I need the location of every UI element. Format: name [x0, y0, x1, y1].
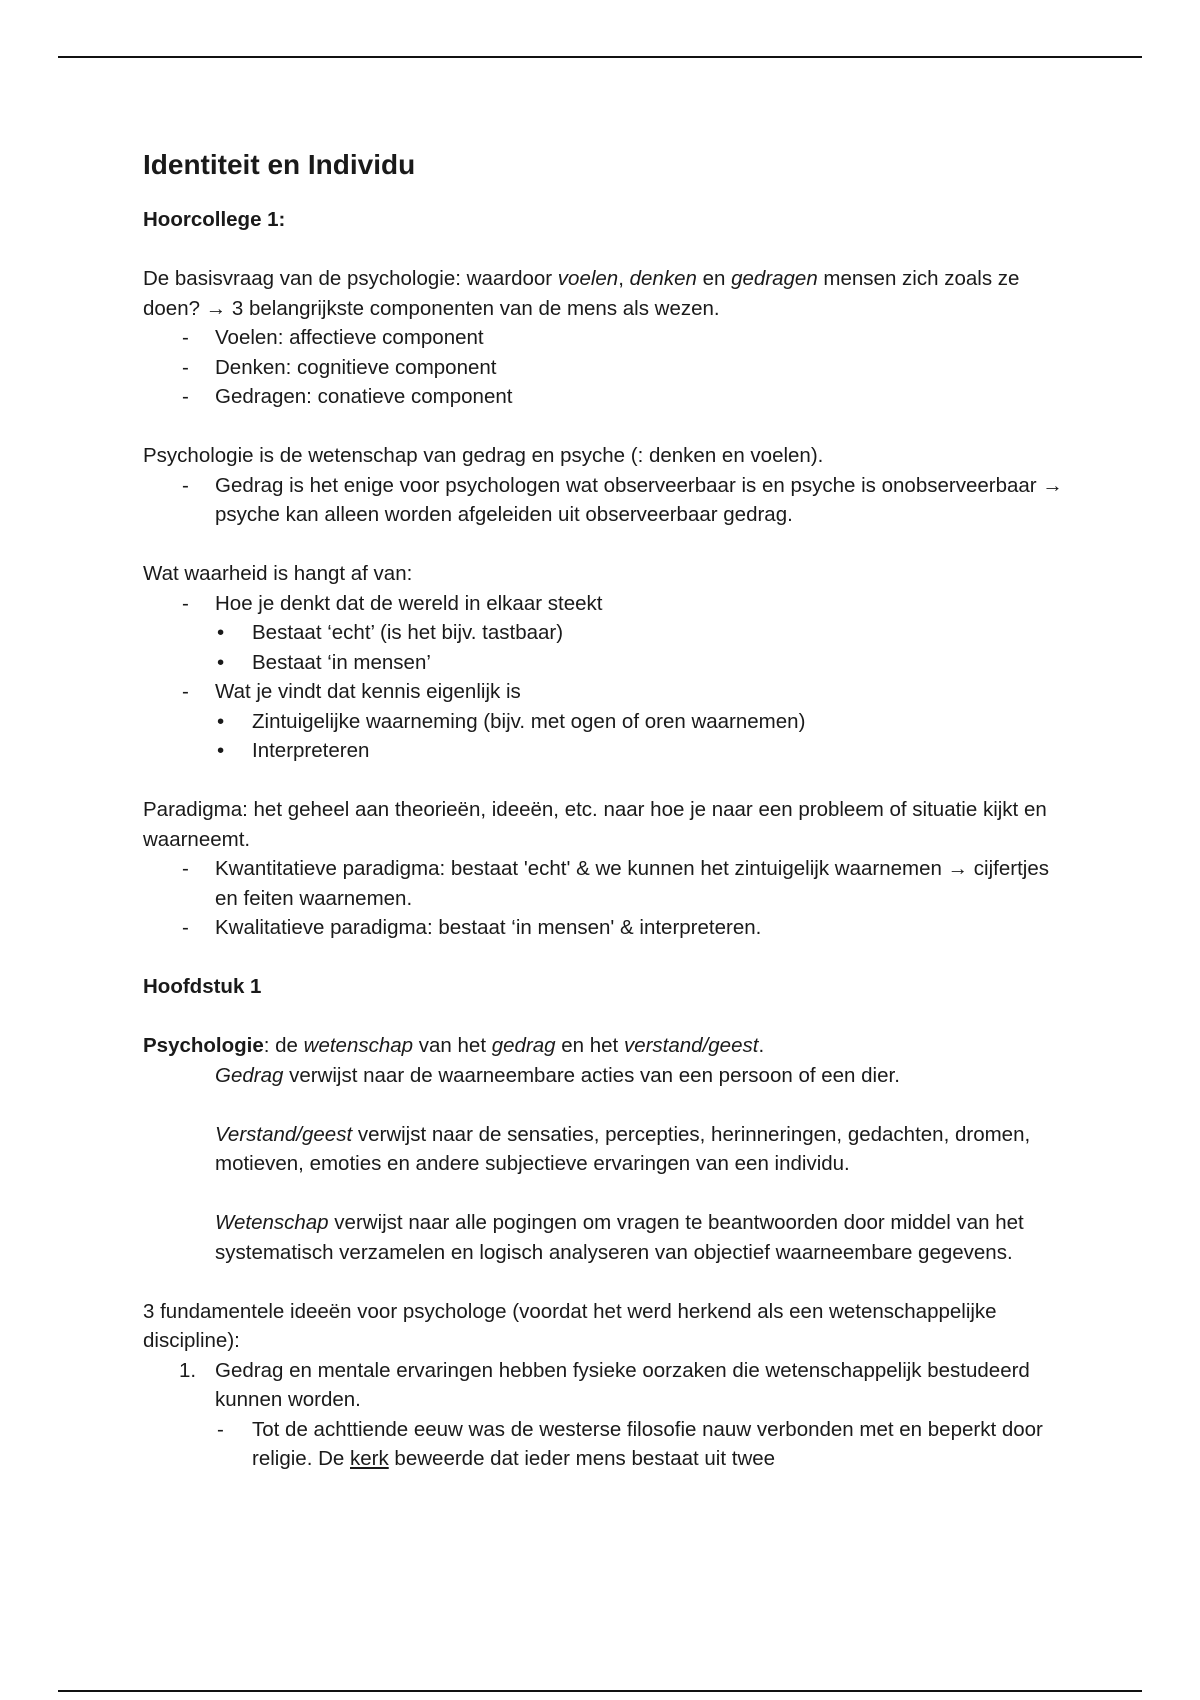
- paragraph-paradigma: Paradigma: het geheel aan theorieën, ideeën, etc. naar hoe je naar een probleem of situatie kijkt en waarneemt.: [143, 798, 1047, 851]
- list-item: - Voelen: affectieve component: [143, 323, 1063, 353]
- bullet-item: • Bestaat ‘in mensen’: [143, 648, 1063, 678]
- footer-rule: [58, 1690, 1142, 1692]
- paragraph-basisvraag: De basisvraag van de psychologie: waardoor voelen, denken en gedragen mensen zich zoals ze doen? → 3 belangrijkste componenten van de mens als wezen.: [143, 267, 1020, 320]
- definition-verstand: Verstand/geest verwijst naar de sensaties, percepties, herinneringen, gedachten, dromen, motieven, emoties en andere subjectieve ervaringen van een individu.: [215, 1122, 1031, 1175]
- section-heading-hoorcollege: Hoorcollege 1:: [143, 208, 286, 231]
- definition-gedrag: Gedrag verwijst naar de waarneembare acties van een persoon of een dier.: [215, 1063, 900, 1087]
- header-rule: [58, 56, 1142, 58]
- list-item: - Denken: cognitieve component: [143, 353, 1063, 383]
- definition-psychologie: Psychologie: de wetenschap van het gedrag en het verstand/geest.: [143, 1034, 765, 1057]
- section-heading-hoofdstuk: Hoofdstuk 1: [143, 975, 262, 998]
- document-title: Identiteit en Individu: [143, 149, 416, 180]
- bullet-item: • Interpreteren: [143, 736, 1063, 766]
- list-item: - Gedragen: conatieve component: [143, 382, 1063, 412]
- bullet-item: • Bestaat ‘echt’ (is het bijv. tastbaar): [143, 618, 1063, 648]
- list-item: - Wat je vindt dat kennis eigenlijk is: [143, 677, 1063, 707]
- bullet-item: • Zintuigelijke waarneming (bijv. met ogen of oren waarnemen): [143, 707, 1063, 737]
- list-item: - Kwalitatieve paradigma: bestaat ‘in mensen' & interpreteren.: [143, 913, 1063, 943]
- paragraph-psychologie: Psychologie is de wetenschap van gedrag en psyche (: denken en voelen).: [143, 444, 824, 467]
- numbered-item: 1. Gedrag en mentale ervaringen hebben fysieke oorzaken die wetenschappelijk bestudeerd kunnen worden.: [179, 1358, 1030, 1411]
- definition-wetenschap: Wetenschap verwijst naar alle pogingen om vragen te beantwoorden door middel van het systematisch verzamelen en logisch analyseren van objectief waarneembare gegevens.: [215, 1211, 1024, 1264]
- document-page: [143, 140, 1063, 1474]
- list-item: - Kwantitatieve paradigma: bestaat 'echt' & we kunnen het zintuigelijk waarnemen → cijfertjes en feiten waarnemen.: [143, 854, 1063, 913]
- list-item: - Hoe je denkt dat de wereld in elkaar steekt: [143, 589, 1063, 619]
- paragraph-waarheid: Wat waarheid is hangt af van:: [143, 562, 413, 585]
- paragraph-fundamentele-ideeen: 3 fundamentele ideeën voor psychologe (voordat het werd herkend als een wetenschappelijke discipline):: [143, 1299, 997, 1352]
- list-item: - Gedrag is het enige voor psychologen wat observeerbaar is en psyche is onobserveerbaar → psyche kan alleen worden afgeleiden uit observeerbaar gedrag.: [143, 471, 1063, 530]
- list-item: - Tot de achttiende eeuw was de westerse filosofie nauw verbonden met en beperkt door religie. De kerk beweerde dat ieder mens bestaat uit twee: [143, 1415, 1063, 1474]
